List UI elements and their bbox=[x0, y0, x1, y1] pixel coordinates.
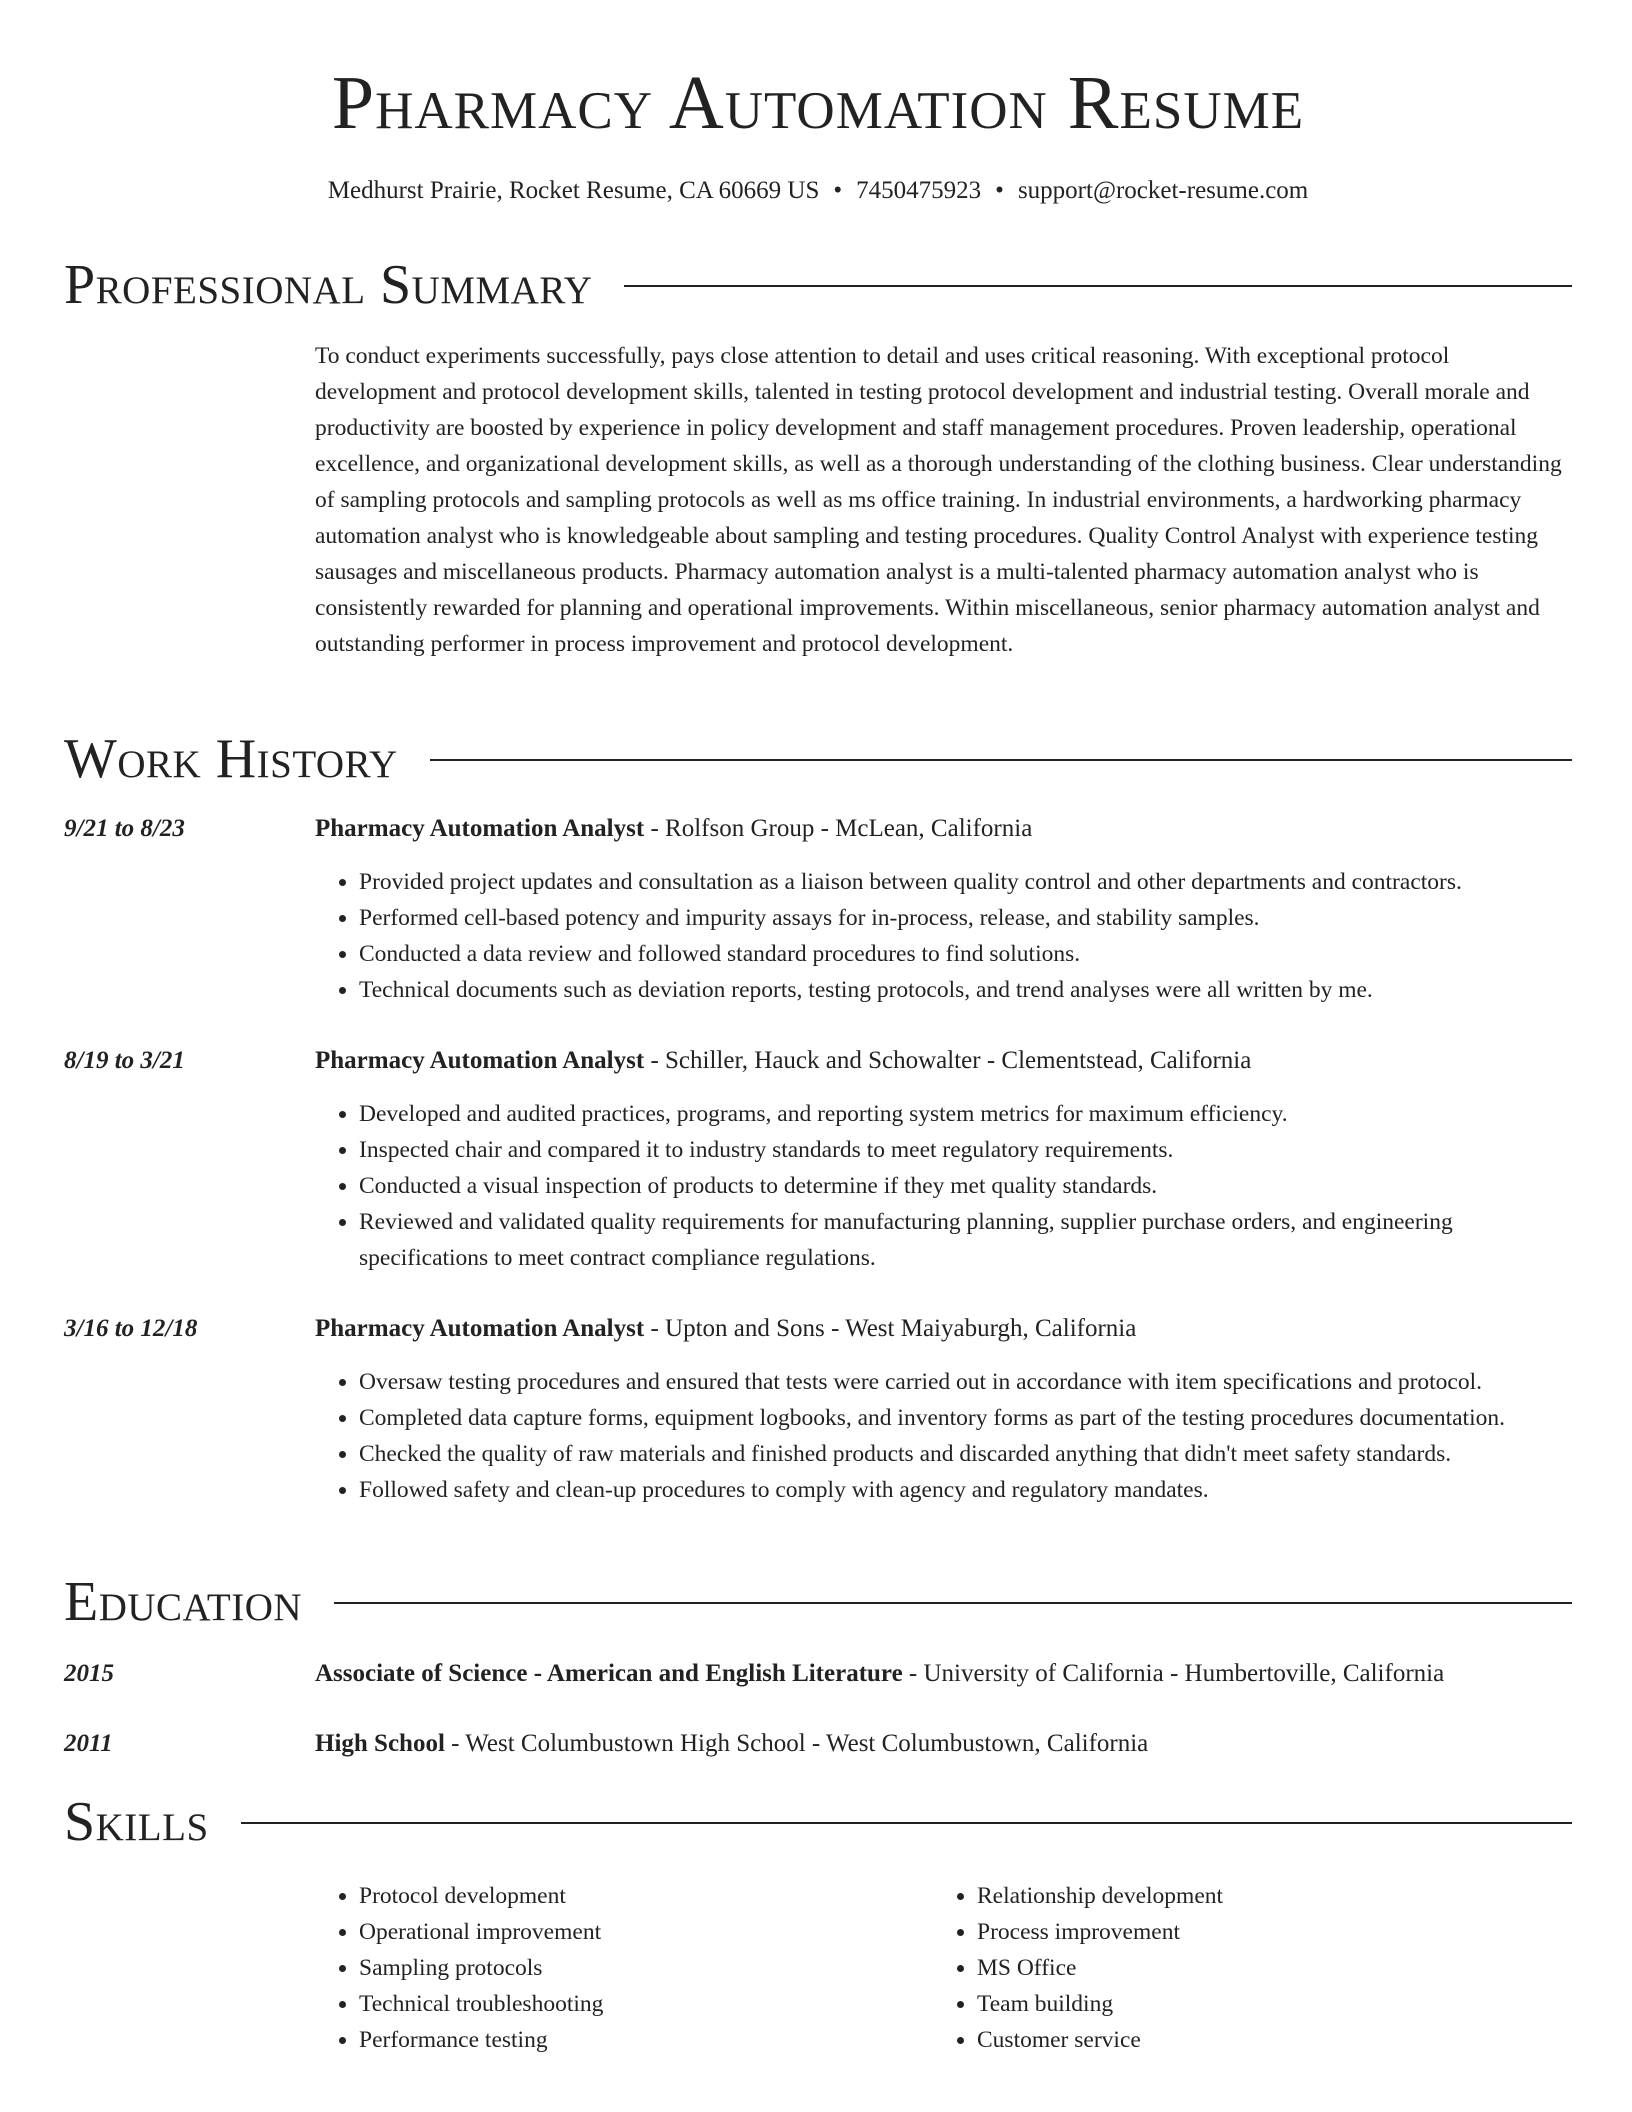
section-title-summary: Professional Summary bbox=[64, 254, 593, 316]
skill-item: • Relationship development bbox=[977, 1878, 1533, 1914]
job-bullet: • Inspected chair and compared it to industry standards to meet regulatory requirements. bbox=[359, 1132, 1572, 1168]
job-bullet: • Conducted a data review and followed standard procedures to find solutions. bbox=[359, 936, 1572, 972]
contact-email: support@rocket-resume.com bbox=[1017, 177, 1309, 204]
section-divider bbox=[334, 1602, 1572, 1604]
skill-item: • Sampling protocols bbox=[359, 1950, 915, 1986]
job-details: - Schiller, Hauck and Schowalter - Clementstead, California bbox=[644, 1047, 1252, 1074]
section-divider bbox=[241, 1822, 1572, 1824]
job-heading bbox=[315, 811, 1572, 847]
education-details: - West Columbustown High School - West Columbustown, California bbox=[444, 1730, 1149, 1757]
skills-list-left bbox=[315, 1878, 915, 2058]
section-header-summary bbox=[64, 253, 1572, 317]
job-bullet: • Provided project updates and consultation as a liaison between quality control and other departments and contractors. bbox=[359, 864, 1572, 900]
job-dates: 9/21 to 8/23 bbox=[64, 815, 185, 842]
contact-separator: • bbox=[833, 177, 843, 204]
education-year: 2015 bbox=[64, 1660, 114, 1687]
contact-address: Medhurst Prairie, Rocket Resume, CA 60669 US bbox=[327, 177, 820, 204]
job-heading bbox=[315, 1311, 1572, 1347]
education-year: 2011 bbox=[64, 1730, 113, 1757]
job-title: Pharmacy Automation Analyst bbox=[315, 815, 645, 842]
job-heading bbox=[315, 1043, 1572, 1079]
job-bullet: • Technical documents such as deviation reports, testing protocols, and trend analyses were all written by me. bbox=[359, 972, 1572, 1008]
skill-item: • Performance testing bbox=[359, 2022, 915, 2058]
education-heading bbox=[315, 1656, 1572, 1692]
section-title-education: Education bbox=[64, 1571, 303, 1633]
job-bullet: • Reviewed and validated quality requirements for manufacturing planning, supplier purchase orders, and engineering specifications to meet contract compliance regulations. bbox=[359, 1204, 1572, 1276]
skill-item: • Technical troubleshooting bbox=[359, 1986, 915, 2022]
education-heading bbox=[315, 1726, 1572, 1762]
contact-separator: • bbox=[995, 177, 1004, 204]
skill-item: • Protocol development bbox=[359, 1878, 915, 1914]
job-bullet: • Checked the quality of raw materials and finished products and discarded anything that didn't meet safety standards. bbox=[359, 1436, 1572, 1472]
job-dates: 3/16 to 12/18 bbox=[64, 1315, 198, 1342]
section-divider bbox=[430, 759, 1572, 761]
skill-item: • Customer service bbox=[977, 2022, 1533, 2058]
skills-list-right bbox=[933, 1878, 1533, 2058]
skill-item: • Operational improvement bbox=[359, 1914, 915, 1950]
job-bullet: • Completed data capture forms, equipment logbooks, and inventory forms as part of the testing procedures documentation. bbox=[359, 1400, 1572, 1436]
job-title: Pharmacy Automation Analyst bbox=[315, 1315, 645, 1342]
job-bullets bbox=[315, 864, 1572, 1008]
section-title-work: Work History bbox=[64, 728, 398, 790]
job-bullet: • Performed cell-based potency and impurity assays for in-process, release, and stability samples. bbox=[359, 900, 1572, 936]
job-bullet: • Developed and audited practices, programs, and reporting system metrics for maximum efficiency. bbox=[359, 1096, 1572, 1132]
section-header-work bbox=[64, 727, 1572, 791]
education-degree: Associate of Science - American and English Literature bbox=[315, 1660, 903, 1687]
resume-title: Pharmacy Automation Resume bbox=[331, 61, 1305, 145]
job-details: - Upton and Sons - West Maiyaburgh, California bbox=[644, 1315, 1137, 1342]
section-title-skills: Skills bbox=[64, 1791, 209, 1853]
job-title: Pharmacy Automation Analyst bbox=[315, 1047, 645, 1074]
education-details: - University of California - Humbertoville, California bbox=[902, 1660, 1445, 1687]
job-bullet: • Followed safety and clean-up procedures to comply with agency and regulatory mandates. bbox=[359, 1472, 1572, 1508]
contact-phone: 7450475923 bbox=[856, 177, 982, 204]
job-bullet: • Conducted a visual inspection of products to determine if they met quality standards. bbox=[359, 1168, 1572, 1204]
job-dates: 8/19 to 3/21 bbox=[64, 1047, 185, 1074]
section-header-skills bbox=[64, 1790, 1572, 1854]
job-bullets bbox=[315, 1364, 1572, 1508]
education-degree: High School bbox=[315, 1730, 445, 1757]
skill-item: • Team building bbox=[977, 1986, 1533, 2022]
job-details: - Rolfson Group - McLean, California bbox=[644, 815, 1033, 842]
summary-text: To conduct experiments successfully, pays close attention to detail and uses critical reasoning. With exceptional protocol development and protocol development skills, talented in testing protocol development and industrial testing. Overall morale and productivity are boosted by experience in policy development and staff management procedures. Proven leadership, operational excellence, and organizational development skills, as well as a thorough understanding of the clothing business. Clear understanding of sampling protocols and sampling protocols as well as ms office training. In industrial environments, a hardworking pharmacy automation analyst who is knowledgeable about sampling and testing procedures. Quality Control Analyst with experience testing sausages and miscellaneous products. Pharmacy automation analyst is a multi-talented pharmacy automation analyst who is consistently rewarded for planning and operational improvements. Within miscellaneous, senior pharmacy automation analyst and outstanding performer in process improvement and protocol development. bbox=[315, 343, 1562, 657]
skill-item: • MS Office bbox=[977, 1950, 1533, 1986]
section-header-education bbox=[64, 1570, 1572, 1634]
job-bullets bbox=[315, 1096, 1572, 1276]
skill-item: • Process improvement bbox=[977, 1914, 1533, 1950]
job-bullet: • Oversaw testing procedures and ensured that tests were carried out in accordance with item specifications and protocol. bbox=[359, 1364, 1572, 1400]
section-divider bbox=[624, 285, 1572, 287]
contact-line bbox=[64, 174, 1572, 208]
